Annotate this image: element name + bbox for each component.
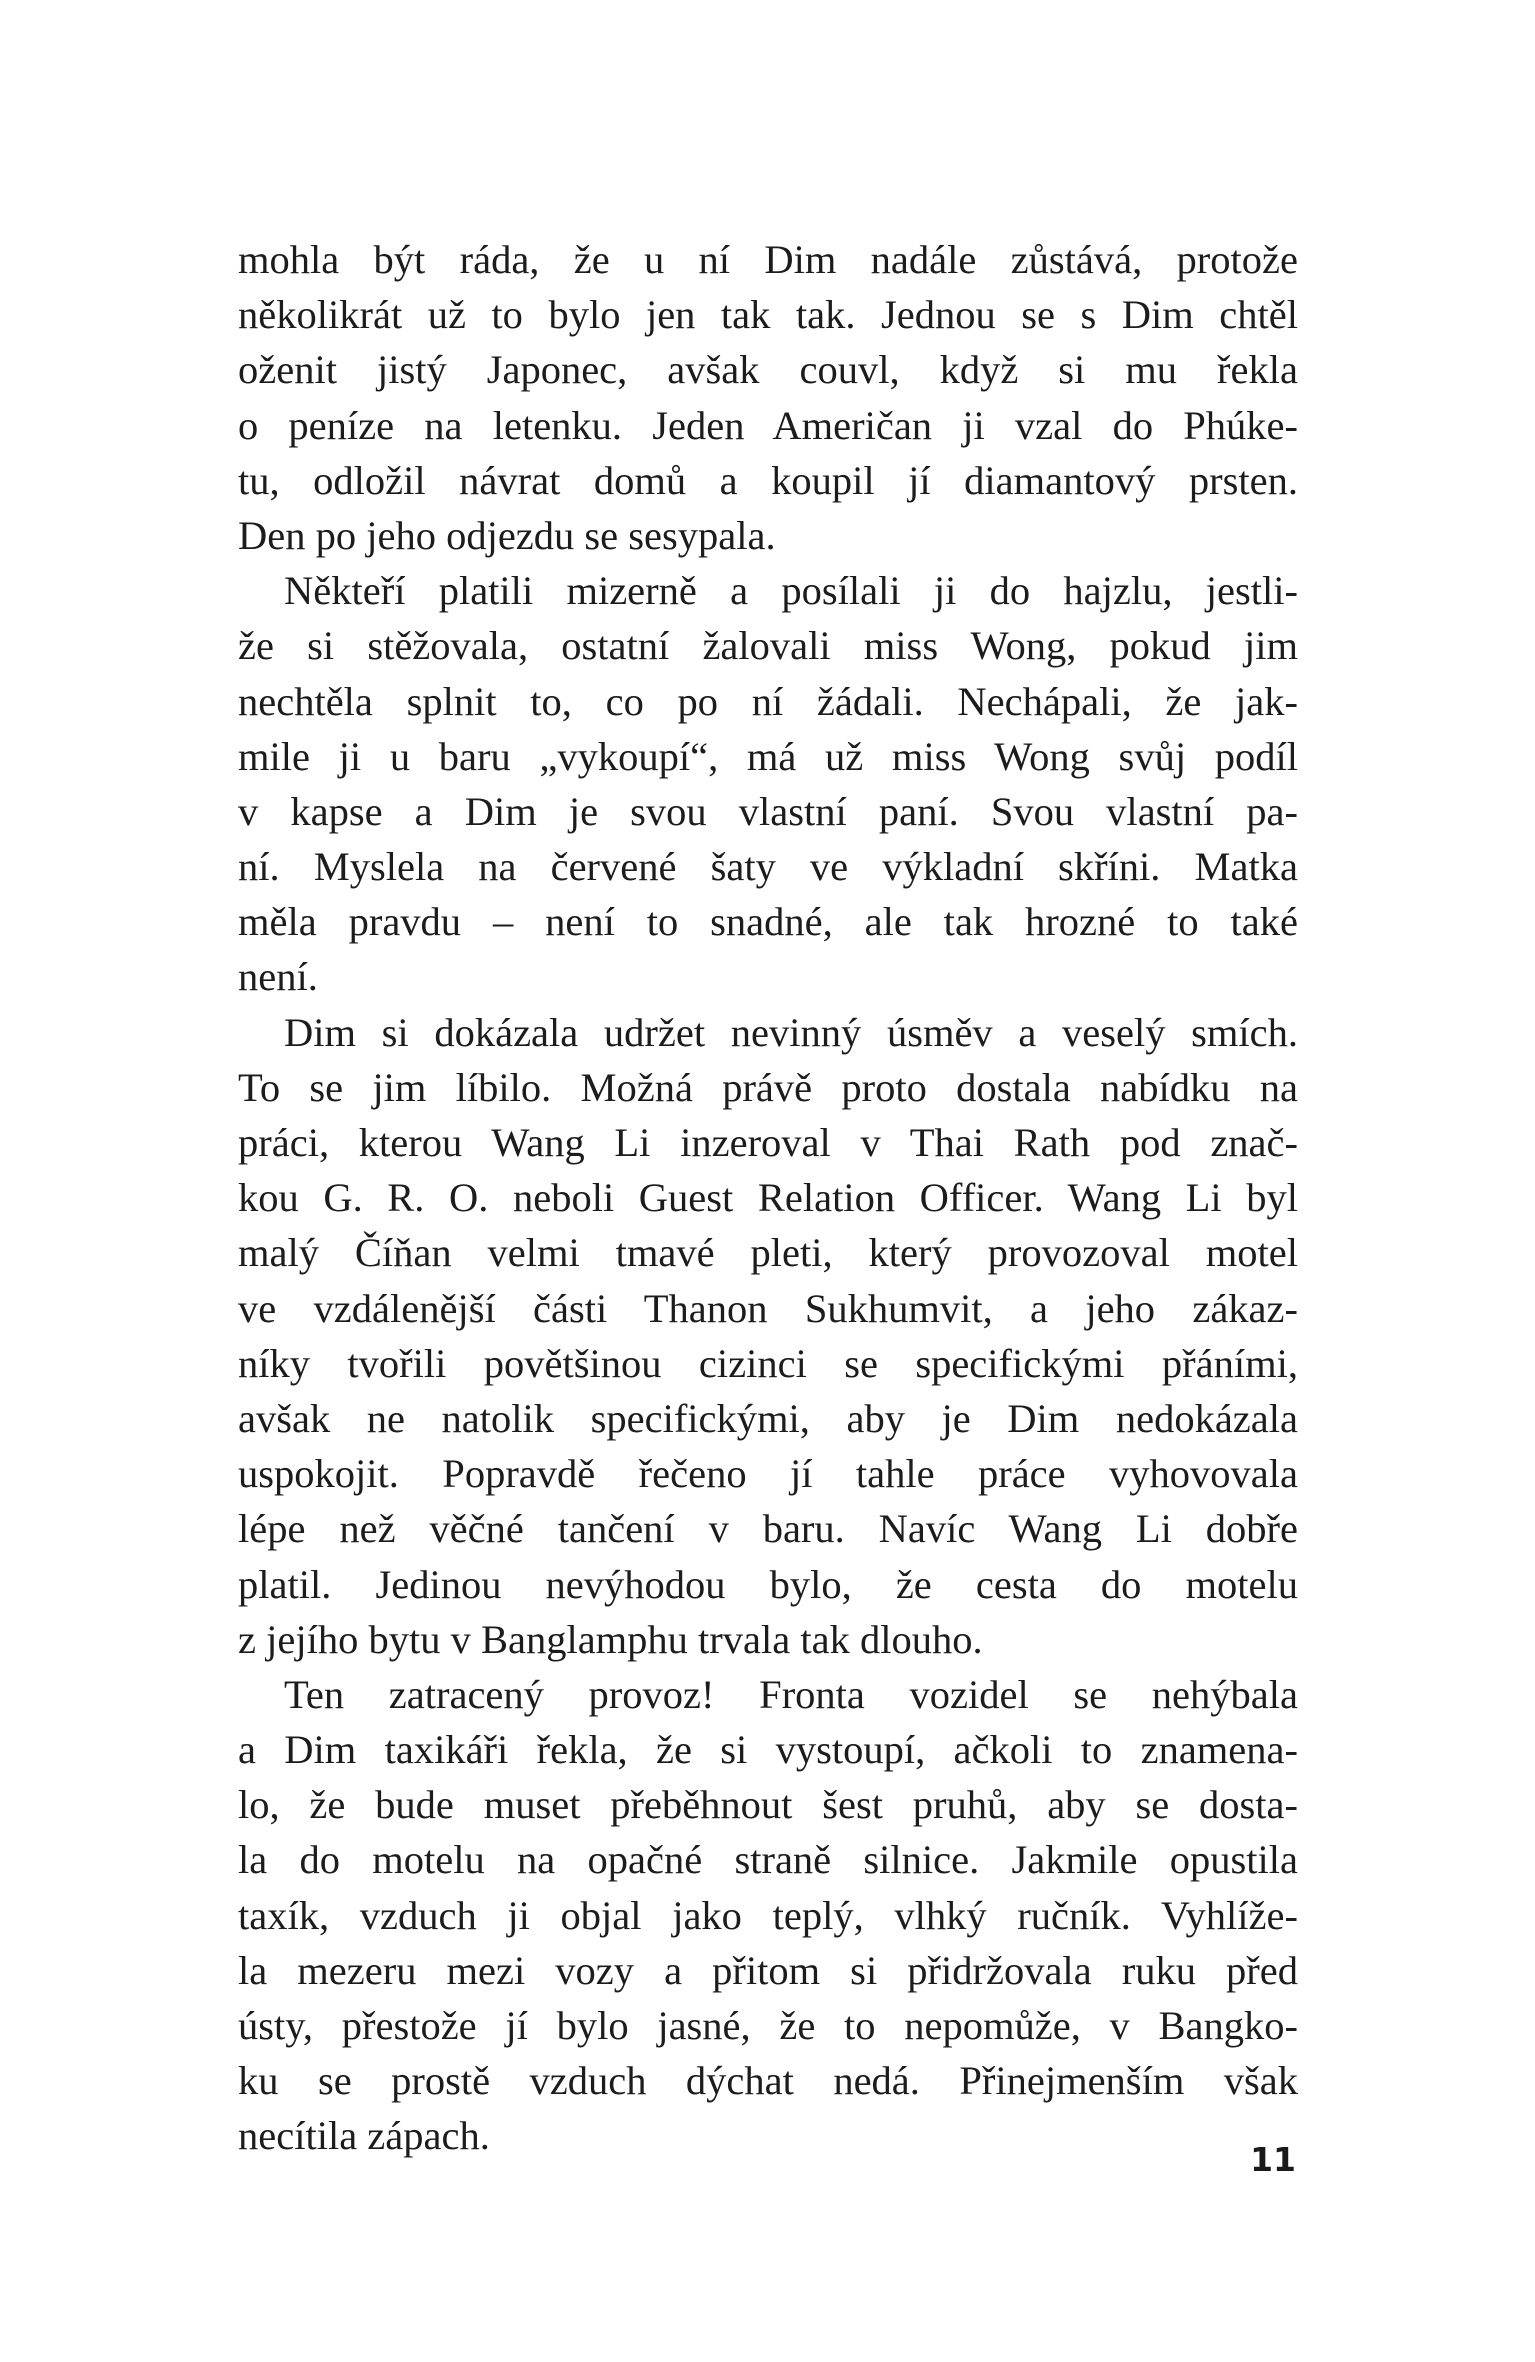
- paragraph: [238, 232, 1298, 563]
- text-line: není.: [238, 954, 318, 1000]
- page-number: 11: [1250, 2140, 1296, 2179]
- text-line: několikrát už to bylo jen tak tak. Jednou se s Dim chtěl: [238, 292, 1298, 338]
- text-line: kou G. R. O. neboli Guest Relation Officer. Wang Li byl: [238, 1175, 1298, 1221]
- text-line: lo, že bude muset přeběhnout šest pruhů, aby se dosta-: [238, 1782, 1298, 1828]
- text-line: nechtěla splnit to, co po ní žádali. Nechápali, že jak-: [238, 678, 1298, 724]
- text-line: ní. Myslela na červené šaty ve výkladní skříni. Matka: [238, 844, 1298, 890]
- paragraph: [238, 1005, 1298, 1667]
- text-line: že si stěžovala, ostatní žalovali miss Wong, pokud jim: [238, 623, 1298, 669]
- text-line: ve vzdálenější části Thanon Sukhumvit, a jeho zákaz-: [238, 1285, 1298, 1331]
- text-line: Den po jeho odjezdu se sesypala.: [238, 512, 776, 558]
- text-line: To se jim líbilo. Možná právě proto dostala nabídku na: [238, 1064, 1298, 1110]
- text-line: z jejího bytu v Banglamphu trvala tak dlouho.: [238, 1616, 983, 1662]
- text-line: la do motelu na opačné straně silnice. Jakmile opustila: [238, 1837, 1298, 1883]
- body-text: [238, 232, 1298, 2164]
- text-line: ústy, přestože jí bylo jasné, že to nepomůže, v Bangko-: [238, 2003, 1298, 2048]
- text-line: la mezeru mezi vozy a přitom si přidržovala ruku před: [238, 1947, 1298, 1993]
- text-line: a Dim taxikáři řekla, že si vystoupí, ačkoli to znamena-: [238, 1727, 1298, 1773]
- text-line: taxík, vzduch ji objal jako teplý, vlhký ručník. Vyhlíže-: [238, 1892, 1298, 1938]
- text-line: platil. Jedinou nevýhodou bylo, že cesta do motelu: [238, 1561, 1298, 1607]
- text-line: Dim si dokázala udržet nevinný úsměv a veselý smích.: [284, 1009, 1298, 1055]
- text-line: mile ji u baru „vykoupí“, má už miss Wong svůj podíl: [238, 733, 1298, 779]
- text-line: Ten zatracený provoz! Fronta vozidel se nehýbala: [284, 1671, 1298, 1717]
- text-line: uspokojit. Popravdě řečeno jí tahle práce vyhovovala: [238, 1451, 1298, 1497]
- text-line: oženit jistý Japonec, avšak couvl, když si mu řekla: [238, 347, 1298, 393]
- text-line: necítila zápach.: [238, 2113, 490, 2159]
- text-line: práci, kterou Wang Li inzeroval v Thai Rath pod znač-: [238, 1120, 1298, 1165]
- text-line: v kapse a Dim je svou vlastní paní. Svou vlastní pa-: [238, 788, 1298, 834]
- paragraph: [238, 1667, 1298, 2164]
- paragraph: [238, 563, 1298, 1005]
- text-line: malý Číňan velmi tmavé pleti, který provozoval motel: [238, 1230, 1298, 1276]
- text-line: níky tvořili povětšinou cizinci se specifickými přáními,: [238, 1340, 1298, 1386]
- text-line: měla pravdu – není to snadné, ale tak hrozné to také: [238, 899, 1298, 945]
- text-line: ku se prostě vzduch dýchat nedá. Přinejmenším však: [238, 2058, 1298, 2104]
- text-line: Někteří platili mizerně a posílali ji do hajzlu, jestli-: [284, 568, 1298, 614]
- text-line: o peníze na letenku. Jeden Američan ji vzal do Phúke-: [238, 402, 1298, 448]
- text-line: lépe než věčné tančení v baru. Navíc Wang Li dobře: [238, 1506, 1298, 1552]
- text-line: mohla být ráda, že u ní Dim nadále zůstává, protože: [238, 237, 1298, 282]
- text-line: avšak ne natolik specifickými, aby je Dim nedokázala: [238, 1395, 1298, 1441]
- text-line: tu, odložil návrat domů a koupil jí diamantový prsten.: [238, 457, 1298, 503]
